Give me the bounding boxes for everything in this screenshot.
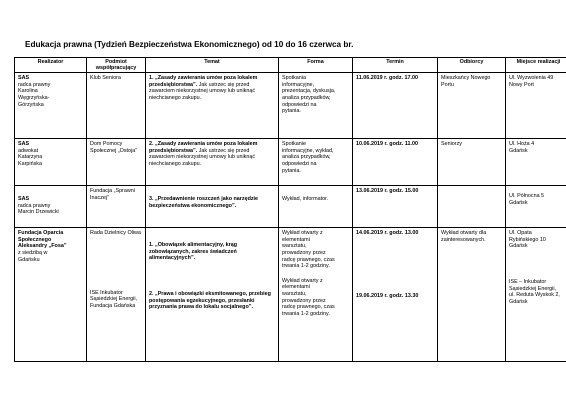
cell-realizator xyxy=(15,73,87,139)
cell-realizator xyxy=(15,139,87,186)
realizator-role: adwokat Katarzyna Karpińska xyxy=(18,147,43,167)
realizator-role: radca prawny Karolina Węgrzyńska- Górzyńska xyxy=(18,81,51,108)
miejsce-2: ISE – Inkubator Sąsiedzkiej Energii, ul. Reduta Wyskok 2, Gdańsk xyxy=(509,278,560,305)
realizator-role: radca prawny Marcin Drzewicki xyxy=(18,202,59,216)
forma-1: Wykład otwarty z elementami warsztatu, prowadzony przez radcę prawnego, czas trwania 1-2 godziny. xyxy=(282,230,335,270)
temat-description: Jak ustrzec się przed zawarciem niekorzystnej umowy lub uniknąć niechcianego zakupu. xyxy=(149,147,256,167)
cell-forma xyxy=(279,228,353,362)
cell-temat xyxy=(146,186,279,228)
forma-text: Wykład, informator. xyxy=(282,196,329,203)
cell-miejsce: Ul. Wyzwolenia 49 Nowy Port xyxy=(506,73,566,139)
cell-miejsce: Ul. Hoża 4 Gdańsk xyxy=(506,139,566,186)
cell-forma: Spotkania informacyjne, prezentacja, dyskusja, analiza przypadków, odpowiedzi na pytania. xyxy=(279,73,353,139)
cell-podmiot xyxy=(87,228,146,362)
realizator-org: Fundacja Oparcia Społecznego Aleksandry „Fosa” xyxy=(18,230,67,250)
forma-2: Wykład otwarty z elementami warsztatu, prowadzony przez radcę prawnego, czas trwania 1-2 godziny. xyxy=(282,277,335,317)
cell-termin: 11.06.2019 r. godz. 17.00 xyxy=(353,73,438,139)
cell-temat xyxy=(146,139,279,186)
realizator-org: SAS xyxy=(18,141,30,148)
table-row xyxy=(15,186,566,228)
podmiot-1: Rada Dzielnicy Oliwa xyxy=(90,230,141,237)
cell-realizator xyxy=(15,186,87,228)
miejsce-text: Ul. Północna 5 Gdańsk xyxy=(509,193,545,206)
cell-podmiot: Fundacja „Sprawni Inaczej” xyxy=(87,186,146,228)
cell-miejsce xyxy=(506,228,566,362)
header-realizator: Realizator xyxy=(15,58,87,73)
temat-2: 2. „Prawa i obowiązki eksmitowanego, przebieg postępowania egzekucyjnego, przesłanki przyznania prawa do lokalu socjalnego”. xyxy=(149,290,271,311)
header-podmiot: Podmiot współpracujący xyxy=(87,58,146,73)
realizator-org: SAS xyxy=(18,75,30,82)
table-header-row xyxy=(15,58,566,73)
temat-title: 2. „Zasady zawierania umów poza lokalem przedsiębiorstwa”. xyxy=(149,141,258,154)
realizator-org: SAS xyxy=(18,196,30,203)
cell-termin xyxy=(353,228,438,362)
temat-title: 3. „Przedawnienie roszczeń jako narzędzie bezpieczeństwa ekonomicznego”. xyxy=(149,196,259,209)
cell-realizator xyxy=(15,228,87,362)
header-termin: Termin xyxy=(353,58,438,73)
temat-description: Jak ustrzec się przed zawarciem niekorzystnej umowy lub uniknąć niechcianego zakupu. xyxy=(149,81,256,101)
termin-2: 19.06.2019 r. godz. 13.30 xyxy=(356,292,419,299)
cell-odbiorcy: Mieszkańcy Nowego Portu xyxy=(438,73,506,139)
cell-termin: 13.06.2019 r. godz. 15.00 xyxy=(353,186,438,228)
header-miejsce: Miejsce realizacji xyxy=(506,58,566,73)
cell-odbiorcy: Wykład otwarty dla zainteresowanych. xyxy=(438,228,506,362)
cell-temat xyxy=(146,73,279,139)
cell-podmiot: Klub Seniora xyxy=(87,73,146,139)
cell-odbiorcy: Seniorzy xyxy=(438,139,506,186)
events-table xyxy=(14,57,566,362)
header-temat: Temat xyxy=(146,58,279,73)
cell-termin: 10.06.2019 r. godz. 11.00 xyxy=(353,139,438,186)
cell-forma: Spotkanie informacyjne, wykład, analiza przypadków, odpowiedzi na pytania. xyxy=(279,139,353,186)
temat-1: 1. „Obowiązek alimentacyjny, krąg zobowiązanych, zakres świadczeń alimentacyjnych”. xyxy=(149,242,237,262)
table-row xyxy=(15,228,566,362)
cell-miejsce xyxy=(506,186,566,228)
cell-podmiot: Dom Pomocy Społecznej „Ostoja” xyxy=(87,139,146,186)
header-forma: Forma xyxy=(279,58,353,73)
cell-odbiorcy xyxy=(438,186,506,228)
termin-1: 14.06.2019 r. godz. 13.00 xyxy=(356,230,419,237)
header-odbiorcy: Odbiorcy xyxy=(438,58,506,73)
table-row xyxy=(15,73,566,139)
cell-forma xyxy=(279,186,353,228)
realizator-role: z siedzibą w Gdańsku xyxy=(18,249,48,263)
cell-temat xyxy=(146,228,279,362)
miejsce-1: Ul. Opata Rybińskiego 10 Gdańsk xyxy=(509,230,546,250)
podmiot-2: ISE Inkubator Sąsiedzkiej Energii, Fundacja Gdańska xyxy=(90,289,138,309)
document-title: Edukacja prawna (Tydzień Bezpieczeństwa Ekonomicznego) od 10 do 16 czerwca br. xyxy=(25,40,354,49)
temat-title: 1. „Zasady zawierania umów poza lokalem przedsiębiorstwa”. xyxy=(149,75,258,88)
table-row xyxy=(15,139,566,186)
